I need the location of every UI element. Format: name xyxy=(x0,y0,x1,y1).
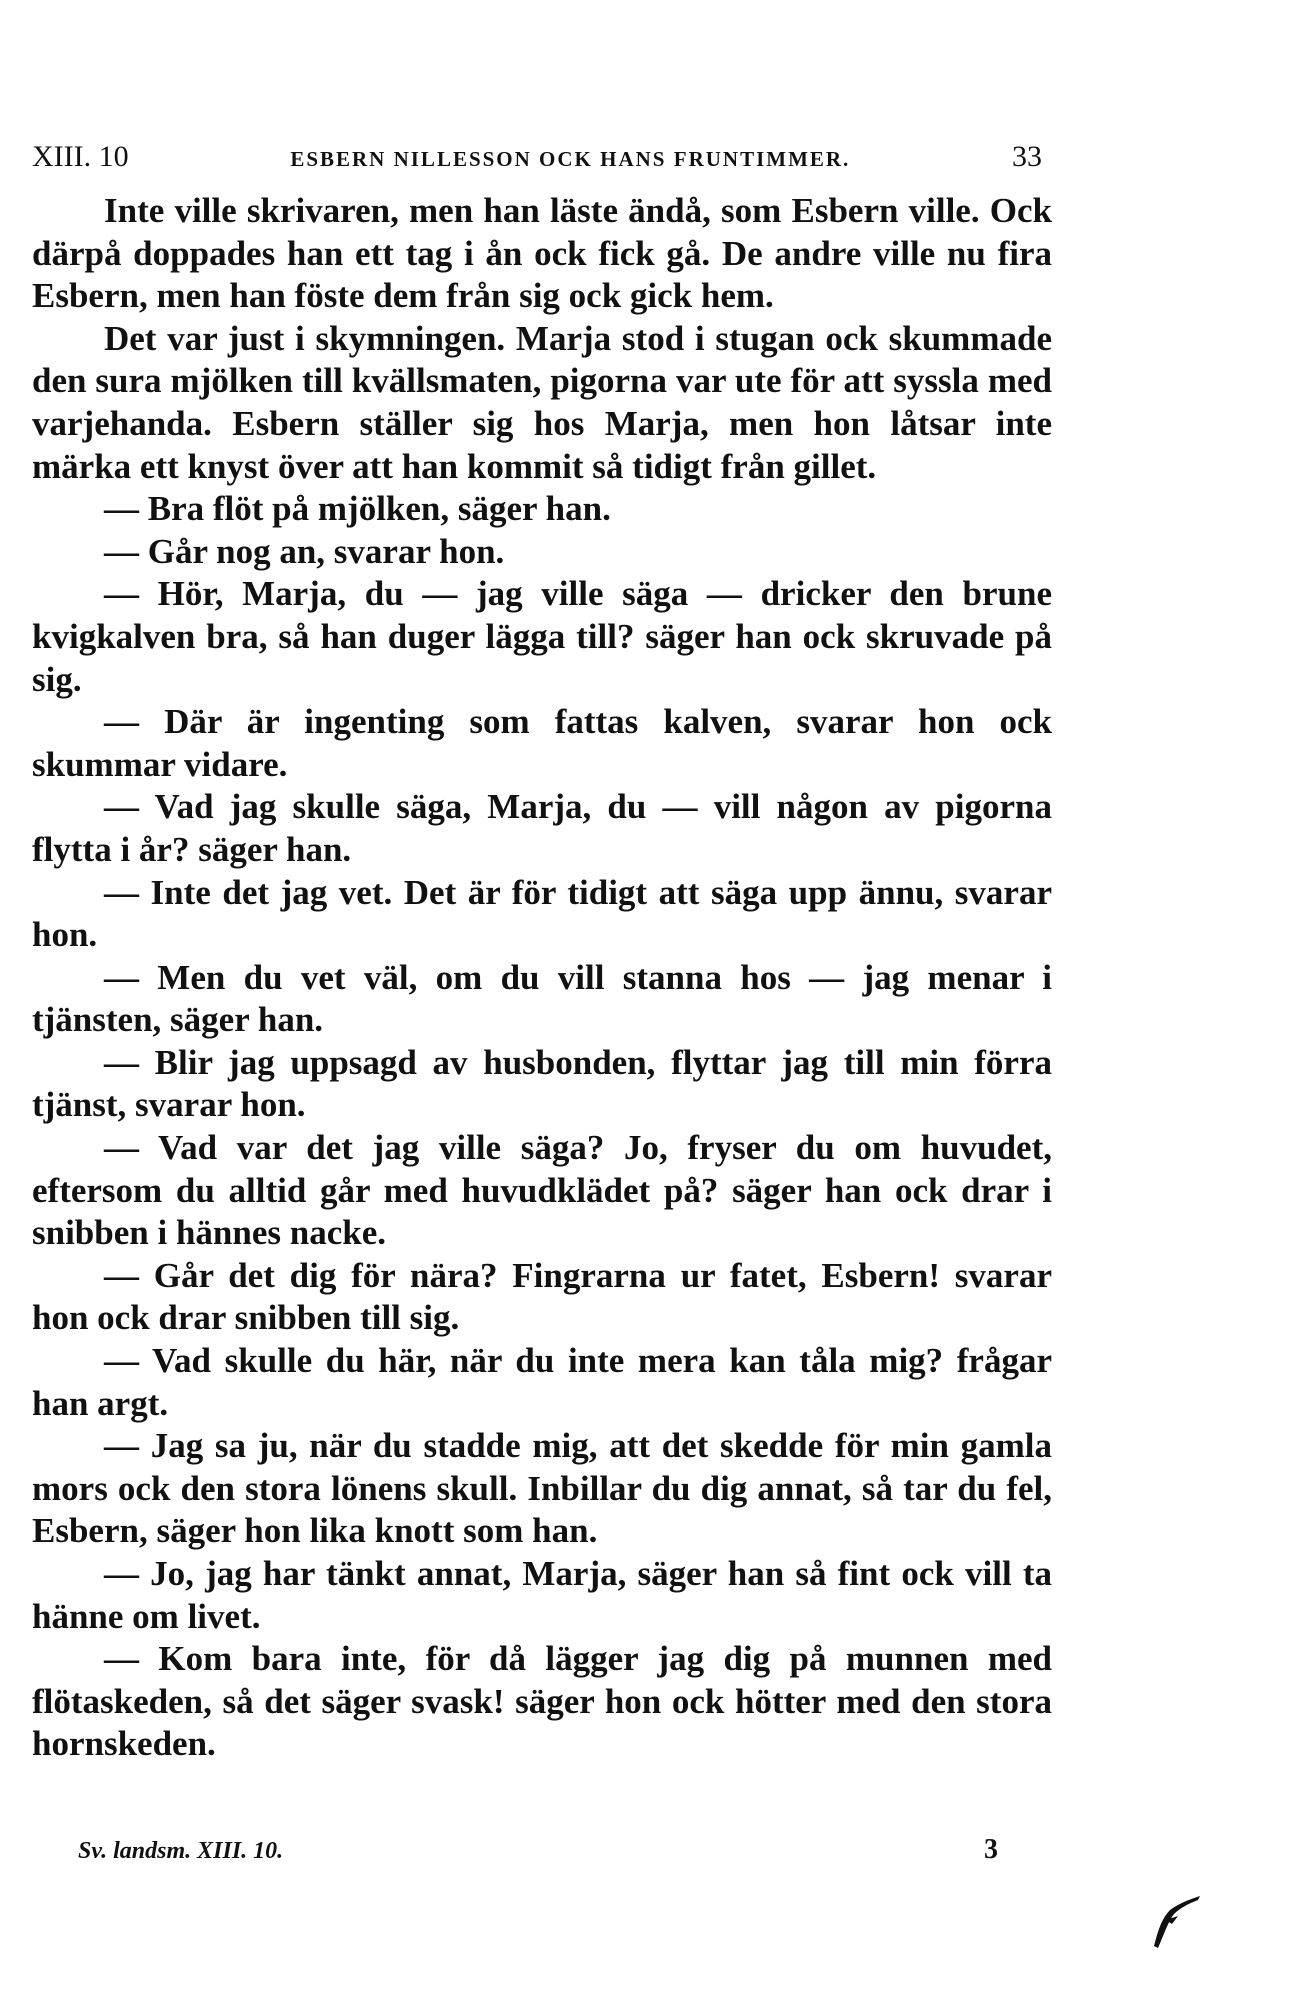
page-footer xyxy=(78,1834,998,1866)
paragraph: — Vad jag skulle säga, Marja, du — vill någon av pigorna flytta i år? säger han. xyxy=(32,787,1052,869)
paragraph: — Jo, jag har tänkt annat, Marja, säger han så fint ock vill ta hänne om livet. xyxy=(32,1554,1052,1636)
paragraph: — Men du vet väl, om du vill stanna hos — jag menar i tjänsten, säger han. xyxy=(32,957,1052,1040)
paragraph: Det var just i skymningen. Marja stod i stugan ock skummade den sura mjölken till kvällsmaten, pigorna var ute för att syssla med varjehanda. Esbern ställer sig hos Marja, men hon låtsar inte märka ett knyst över att han kommit så tidigt från gillet. xyxy=(32,318,1052,486)
running-header xyxy=(32,140,1052,176)
paragraph: — Jag sa ju, när du stadde mig, att det skedde för min gamla mors ock den stora lönens skull. Inbillar du dig annat, så tar du fel, Esbern, säger hon lika knott som han. xyxy=(32,1426,1052,1551)
paragraph: — Bra flöt på mjölken, säger han. xyxy=(104,489,611,529)
paragraph: — Vad var det jag ville säga? Jo, fryser du om huvudet, eftersom du alltid går med huvudklädet på? säger han ock drar i snibben i hännes nacke. xyxy=(32,1128,1052,1253)
footer-signature: Sv. landsm. XIII. 10. xyxy=(78,1838,284,1864)
book-page xyxy=(32,140,1052,1766)
paragraph: — Kom bara inte, för då lägger jag dig på munnen med flötaskeden, så det säger svask! säger hon ock hötter med den stora hornskeden. xyxy=(32,1639,1052,1764)
paragraph: Inte ville skrivaren, men han läste ändå, som Esbern ville. Ock därpå doppades han ett tag i ån ock fick gå. De andre ville nu fira Esbern, men han föste dem från sig ock gick hem. xyxy=(32,191,1052,316)
header-page-number: 33 xyxy=(1011,140,1042,173)
paragraph: — Vad skulle du här, när du inte mera kan tåla mig? frågar han argt. xyxy=(32,1341,1052,1423)
paragraph: — Inte det jag vet. Det är för tidigt att säga upp ännu, svarar hon. xyxy=(32,872,1052,955)
paragraph: — Där är ingenting som fattas kalven, svarar hon ock skummar vidare. xyxy=(32,702,1052,784)
footer-sheet-number: 3 xyxy=(984,1834,998,1865)
header-title: ESBERN NILLESSON OCK HANS FRUNTIMMER. xyxy=(290,147,851,171)
ink-mark-icon xyxy=(1148,1890,1204,1950)
paragraph: — Hör, Marja, du — jag ville säga — dricker den brune kvigkalven bra, så han duger lägga till? säger han ock skruvade på sig. xyxy=(32,574,1052,699)
header-signature: XIII. 10 xyxy=(32,140,129,173)
body-text xyxy=(32,190,1052,1766)
paragraph: — Går nog an, svarar hon. xyxy=(104,531,505,571)
paragraph: — Går det dig för nära? Fingrarna ur fatet, Esbern! svarar hon ock drar snibben till sig. xyxy=(32,1255,1052,1338)
paragraph: — Blir jag uppsagd av husbonden, flyttar jag till min förra tjänst, svarar hon. xyxy=(32,1042,1052,1125)
